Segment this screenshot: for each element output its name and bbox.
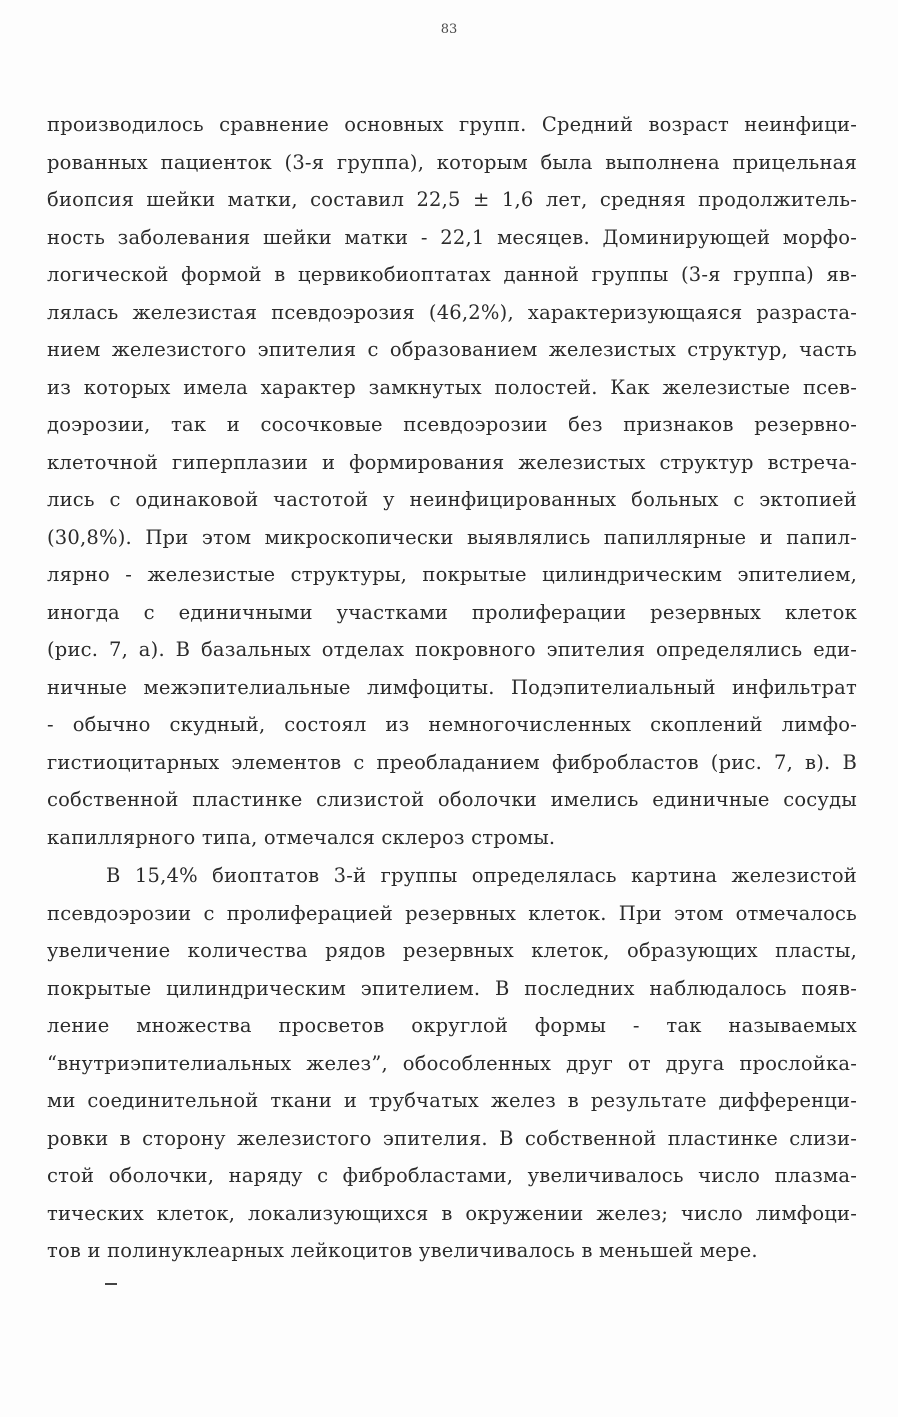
- text-line: “внутриэпителиальных желез”, обособленных друг от друга прослойка-: [47, 1051, 857, 1075]
- text-line: тических клеток, локализующихся в окружении желез; число лимфоци-: [47, 1201, 857, 1225]
- text-line: увеличение количества рядов резервных клеток, образующих пласты,: [47, 939, 857, 962]
- text-line: ность заболевания шейки матки - 22,1 месяцев. Доминирующей морфо-: [47, 225, 857, 249]
- text-line: - обычно скудный, состоял из немногочисленных скоплений лимфо-: [47, 713, 857, 736]
- text-line: логической формой в цервикобиоптатах данной группы (3-я группа) яв-: [47, 263, 857, 286]
- text-line: (рис. 7, а). В базальных отделах покровного эпителия определялись еди-: [47, 638, 857, 661]
- text-line: покрытые цилиндрическим эпителием. В последних наблюдалось появ-: [47, 976, 857, 1000]
- stray-mark: [105, 1283, 117, 1285]
- text-line: ничные межэпителиальные лимфоциты. Подэпителиальный инфильтрат: [47, 675, 857, 699]
- page-number: 83: [440, 22, 458, 37]
- text-line: (30,8%). При этом микроскопически выявлялись папиллярные и папил-: [47, 525, 857, 549]
- text-line: лялась железистая псевдоэрозия (46,2%), характеризующаяся разраста-: [47, 300, 857, 324]
- paragraph-1: [47, 106, 857, 856]
- text-line: лись с одинаковой частотой у неинфицированных больных с эктопией: [47, 488, 857, 511]
- text-line: из которых имела характер замкнутых полостей. Как железистые псев-: [47, 375, 857, 399]
- text-line: стой оболочки, наряду с фибробластами, увеличивалось число плазма-: [47, 1164, 857, 1187]
- text-line: псевдоэрозии с пролиферацией резервных клеток. При этом отмечалось: [47, 901, 857, 925]
- text-line: собственной пластинке слизистой оболочки имелись единичные сосуды: [47, 788, 857, 811]
- text-line: клеточной гиперплазии и формирования железистых структур встреча-: [47, 450, 857, 474]
- text-line: нием железистого эпителия с образованием железистых структур, часть: [47, 338, 857, 361]
- text-line: капиллярного типа, отмечался склероз стромы.: [47, 825, 556, 849]
- text-line: В 15,4% биоптатов 3-й группы определялась картина железистой: [106, 864, 857, 887]
- text-line: ми соединительной ткани и трубчатых желез в результате дифференци-: [47, 1089, 857, 1112]
- text-line: тов и полинуклеарных лейкоцитов увеличивалось в меньшей мере.: [47, 1239, 758, 1262]
- text-line: иногда с единичными участками пролиферации резервных клеток: [47, 600, 857, 624]
- text-line: производилось сравнение основных групп. Средний возраст неинфици-: [47, 113, 857, 136]
- text-line: доэрозии, так и сосочковые псевдоэрозии без признаков резервно-: [47, 413, 857, 436]
- text-line: биопсия шейки матки, составил 22,5 ± 1,6 лет, средняя продолжитель-: [47, 188, 857, 211]
- text-line: ровки в сторону железистого эпителия. В собственной пластинке слизи-: [47, 1126, 857, 1150]
- text-line: гистиоцитарных элементов с преобладанием фибробластов (рис. 7, в). В: [47, 750, 857, 774]
- text-line: рованных пациенток (3-я группа), которым была выполнена прицельная: [47, 150, 857, 174]
- paragraph-2: [47, 857, 857, 1270]
- text-line: ление множества просветов округлой формы - так называемых: [47, 1014, 857, 1037]
- text-line: лярно - железистые структуры, покрытые цилиндрическим эпителием,: [47, 563, 857, 586]
